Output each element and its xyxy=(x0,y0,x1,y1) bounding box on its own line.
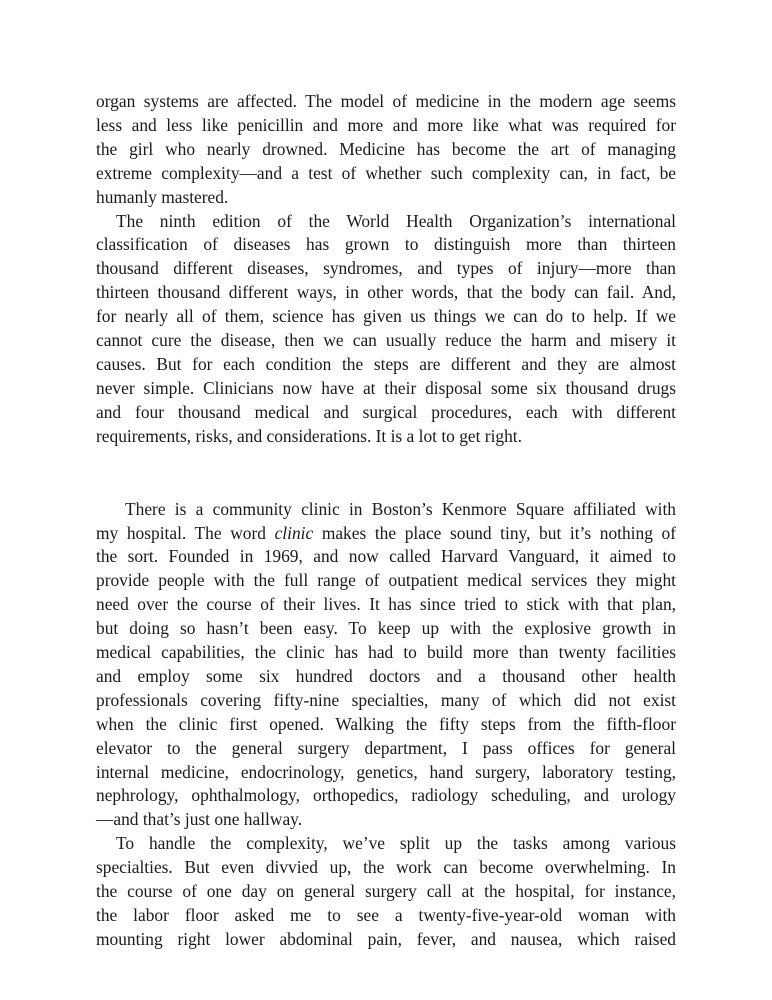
text-line: when the clinic first opened. Walking the fifty steps from the fifth-floor xyxy=(96,713,676,734)
text-line: for nearly all of them, science has given us things we can do to help. If we xyxy=(96,306,676,327)
text-line: and four thousand medical and surgical procedures, each with different xyxy=(96,401,676,422)
text-line: The ninth edition of the World Health Organization’s international xyxy=(116,210,676,231)
text-line: nephrology, ophthalmology, orthopedics, radiology scheduling, and urology xyxy=(96,785,676,806)
text-line: the sort. Founded in 1969, and now called Harvard Vanguard, it aimed to xyxy=(96,546,676,567)
text-line: requirements, risks, and considerations. It is a lot to get right. xyxy=(96,425,522,446)
text-line: thirteen thousand different ways, in other words, that the body can fail. And, xyxy=(96,282,676,303)
text-line: less and less like penicillin and more and more like what was required for xyxy=(96,114,676,135)
text-line: but doing so hasn’t been easy. To keep up with the explosive growth in xyxy=(96,618,676,639)
text-line: mounting right lower abdominal pain, fever, and nausea, which raised xyxy=(96,928,676,949)
text-line: need over the course of their lives. It has since tried to stick with that plan, xyxy=(96,594,676,615)
text-line: specialties. But even divvied up, the work can become overwhelming. In xyxy=(96,857,676,878)
text-line: —and that’s just one hallway. xyxy=(96,809,303,830)
text-line: elevator to the general surgery department, I pass offices for general xyxy=(96,737,676,758)
text-line: the labor floor asked me to see a twenty-five-year-old woman with xyxy=(96,905,676,925)
text-line: thousand different diseases, syndromes, and types of injury—more than xyxy=(96,258,676,279)
document-page xyxy=(96,90,676,952)
text-line xyxy=(96,522,676,546)
section-break xyxy=(96,449,676,498)
paragraph-1 xyxy=(96,90,676,210)
text-line: medical capabilities, the clinic has had to build more than twenty facilities xyxy=(96,642,676,663)
text-segment: my hospital. The word xyxy=(96,522,275,543)
text-line: and employ some six hundred doctors and a thousand other health xyxy=(96,665,676,686)
text-line: organ systems are affected. The model of medicine in the modern age seems xyxy=(96,91,676,111)
text-line: internal medicine, endocrinology, genetics, hand surgery, laboratory testing, xyxy=(96,761,676,782)
paragraph-2 xyxy=(96,210,676,449)
paragraph-3 xyxy=(96,498,676,833)
text-line: never simple. Clinicians now have at their disposal some six thousand drugs xyxy=(96,377,676,398)
text-line: cannot cure the disease, then we can usually reduce the harm and misery it xyxy=(96,330,676,351)
text-line: the girl who nearly drowned. Medicine has become the art of managing xyxy=(96,138,676,159)
text-line: provide people with the full range of outpatient medical services they might xyxy=(96,570,676,591)
text-line: There is a community clinic in Boston’s Kenmore Square affiliated with xyxy=(125,498,676,519)
text-line: humanly mastered. xyxy=(96,186,229,207)
paragraph-4 xyxy=(96,832,676,952)
text-line: the course of one day on general surgery call at the hospital, for instance, xyxy=(96,881,676,902)
text-line: professionals covering fifty-nine specialties, many of which did not exist xyxy=(96,689,676,710)
text-line: causes. But for each condition the steps are different and they are almost xyxy=(96,353,676,374)
text-line: To handle the complexity, we’ve split up the tasks among various xyxy=(116,833,676,854)
italic-word: clinic xyxy=(274,522,314,543)
text-segment: makes the place sound tiny, but it’s nothing of xyxy=(313,522,677,543)
text-line: extreme complexity—and a test of whether such complexity can, in fact, be xyxy=(96,162,676,183)
text-line: classification of diseases has grown to distinguish more than thirteen xyxy=(96,234,676,255)
